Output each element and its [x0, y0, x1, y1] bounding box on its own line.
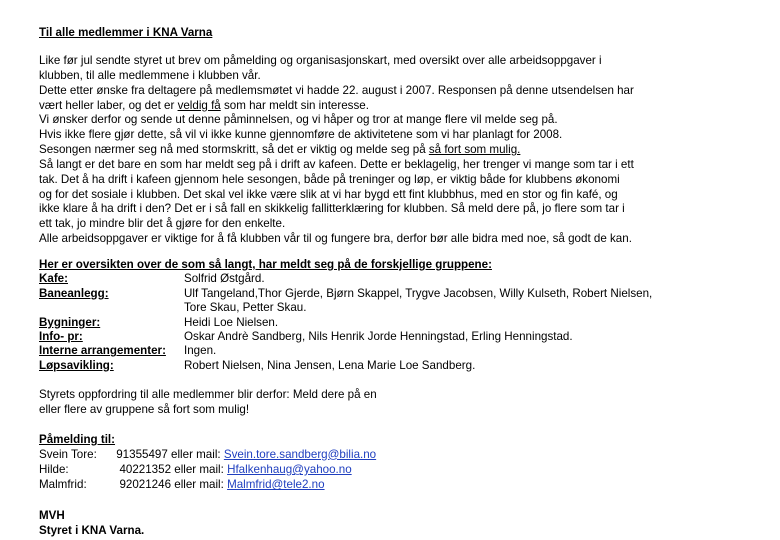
intro-line: klubben, til alle medlemmene i klubben vår.	[39, 68, 261, 82]
group-name: Løpsavikling:	[39, 358, 114, 372]
intro-paragraph	[39, 54, 664, 247]
sign-off	[39, 508, 664, 539]
groups-list	[39, 272, 664, 373]
groups-heading: Her er oversikten over de som så langt, har meldt seg på de forskjellige gruppene:	[39, 257, 492, 271]
contact-name: Svein Tore:	[39, 447, 97, 461]
intro-line	[39, 143, 664, 158]
group-members: Ingen.	[184, 344, 217, 358]
contact-phone: 92021246 eller mail:	[113, 478, 228, 492]
letter-title: Til alle medlemmer i KNA Varna	[39, 26, 213, 39]
group-members: Solfrid Østgård.	[184, 272, 265, 286]
group-name: Bygninger:	[39, 315, 101, 329]
group-row	[39, 359, 664, 373]
intro-line: og for det sosiale i klubben. Det skal vel ikke være slik at vi har bygd ett fint klubbhus, med en stor og fin kafé, og	[39, 187, 618, 201]
intro-line: Så langt er det bare en som har meldt seg på i drift av kafeen. Dette er beklagelig, her trenger vi mange som tar i ett	[39, 157, 634, 171]
signature: Styret i KNA Varna.	[39, 524, 145, 538]
intro-line: Alle arbeidsoppgaver er viktige for å få klubben vår til og fungere bra, derfor bør alle bidra med noe, så godt de kan.	[39, 232, 632, 246]
intro-line: ikke klare å ha drift i den? Det er i så fall en skikkelig fallitterklæring for klubben. Så meld dere på, jo flere som tar i	[39, 202, 625, 216]
group-members: Ulf Tangeland,Thor Gjerde, Bjørn Skappel, Trygve Jacobsen, Willy Kulseth, Robert Nielsen, Tore Skau, Petter Skau.	[184, 286, 653, 315]
contact-phone: 40221352 eller mail:	[113, 463, 228, 477]
signup-heading: Påmelding til:	[39, 432, 116, 446]
contact-phone: 91355497 eller mail:	[113, 447, 224, 461]
emphasis-text: så fort som mulig.	[428, 143, 521, 157]
intro-text: vært heller laber, og det er	[39, 98, 178, 112]
intro-line: Hvis ikke flere gjør dette, så vil vi ikke kunne gjennomføre de aktivitetene som vi har planlagt for 2008.	[39, 128, 563, 142]
group-members: Heidi Loe Nielsen.	[184, 315, 279, 329]
group-members: Robert Nielsen, Nina Jensen, Lena Marie Loe Sandberg.	[184, 358, 476, 372]
group-name: Interne arrangementer:	[39, 344, 166, 358]
contact-row	[39, 447, 664, 462]
group-row	[39, 344, 664, 358]
emphasis-text: veldig få	[177, 98, 221, 112]
intro-line: Like før jul sendte styret ut brev om påmelding og organisasjonskart, med oversikt over alle arbeidsoppgaver i	[39, 54, 602, 67]
board-appeal	[39, 387, 419, 417]
greeting: MVH	[39, 508, 65, 522]
group-row	[39, 316, 664, 330]
group-row	[39, 287, 664, 316]
contact-row	[39, 477, 664, 492]
appeal-line: Styrets oppfordring til alle medlemmer blir derfor: Meld dere på en	[39, 388, 377, 402]
appeal-line: eller flere av gruppene så fort som mulig!	[39, 403, 250, 417]
letter	[39, 25, 664, 539]
email-link[interactable]: Svein.tore.sandberg@bilia.no	[223, 447, 377, 461]
group-name: Info- pr:	[39, 330, 83, 343]
contact-name: Hilde:	[39, 463, 69, 477]
intro-text: Sesongen nærmer seg nå med stormskritt, så det er viktig og melde seg på	[39, 143, 429, 157]
intro-line: tak. Det å ha drift i kafeen gjennom hele sesongen, både på treninger og løp, er viktig både for klubbens økonomi	[39, 172, 620, 186]
group-row	[39, 272, 664, 286]
contact-name: Malmfrid:	[39, 478, 87, 492]
group-name: Baneanlegg:	[39, 286, 109, 300]
email-link[interactable]: Hfalkenhaug@yahoo.no	[227, 463, 352, 477]
intro-line: Vi ønsker derfor og sende ut denne påminnelsen, og vi håper og tror at mange flere vil melde seg på.	[39, 113, 558, 127]
contact-row	[39, 462, 664, 477]
group-row	[39, 330, 664, 344]
intro-line: ett tak, jo mindre blir det å gjøre for den enkelte.	[39, 217, 286, 231]
group-name: Kafe:	[39, 272, 68, 286]
group-members: Oskar Andrè Sandberg, Nils Henrik Jorde Henningstad, Erling Henningstad.	[184, 330, 573, 343]
intro-text: som har meldt sin interesse.	[220, 98, 369, 112]
intro-line: Dette etter ønske fra deltagere på medlemsmøtet vi hadde 22. august i 2007. Responsen på denne utsendelsen har	[39, 83, 634, 97]
email-link[interactable]: Malmfrid@tele2.no	[227, 478, 325, 492]
intro-line	[39, 99, 664, 114]
contact-list	[39, 447, 664, 493]
